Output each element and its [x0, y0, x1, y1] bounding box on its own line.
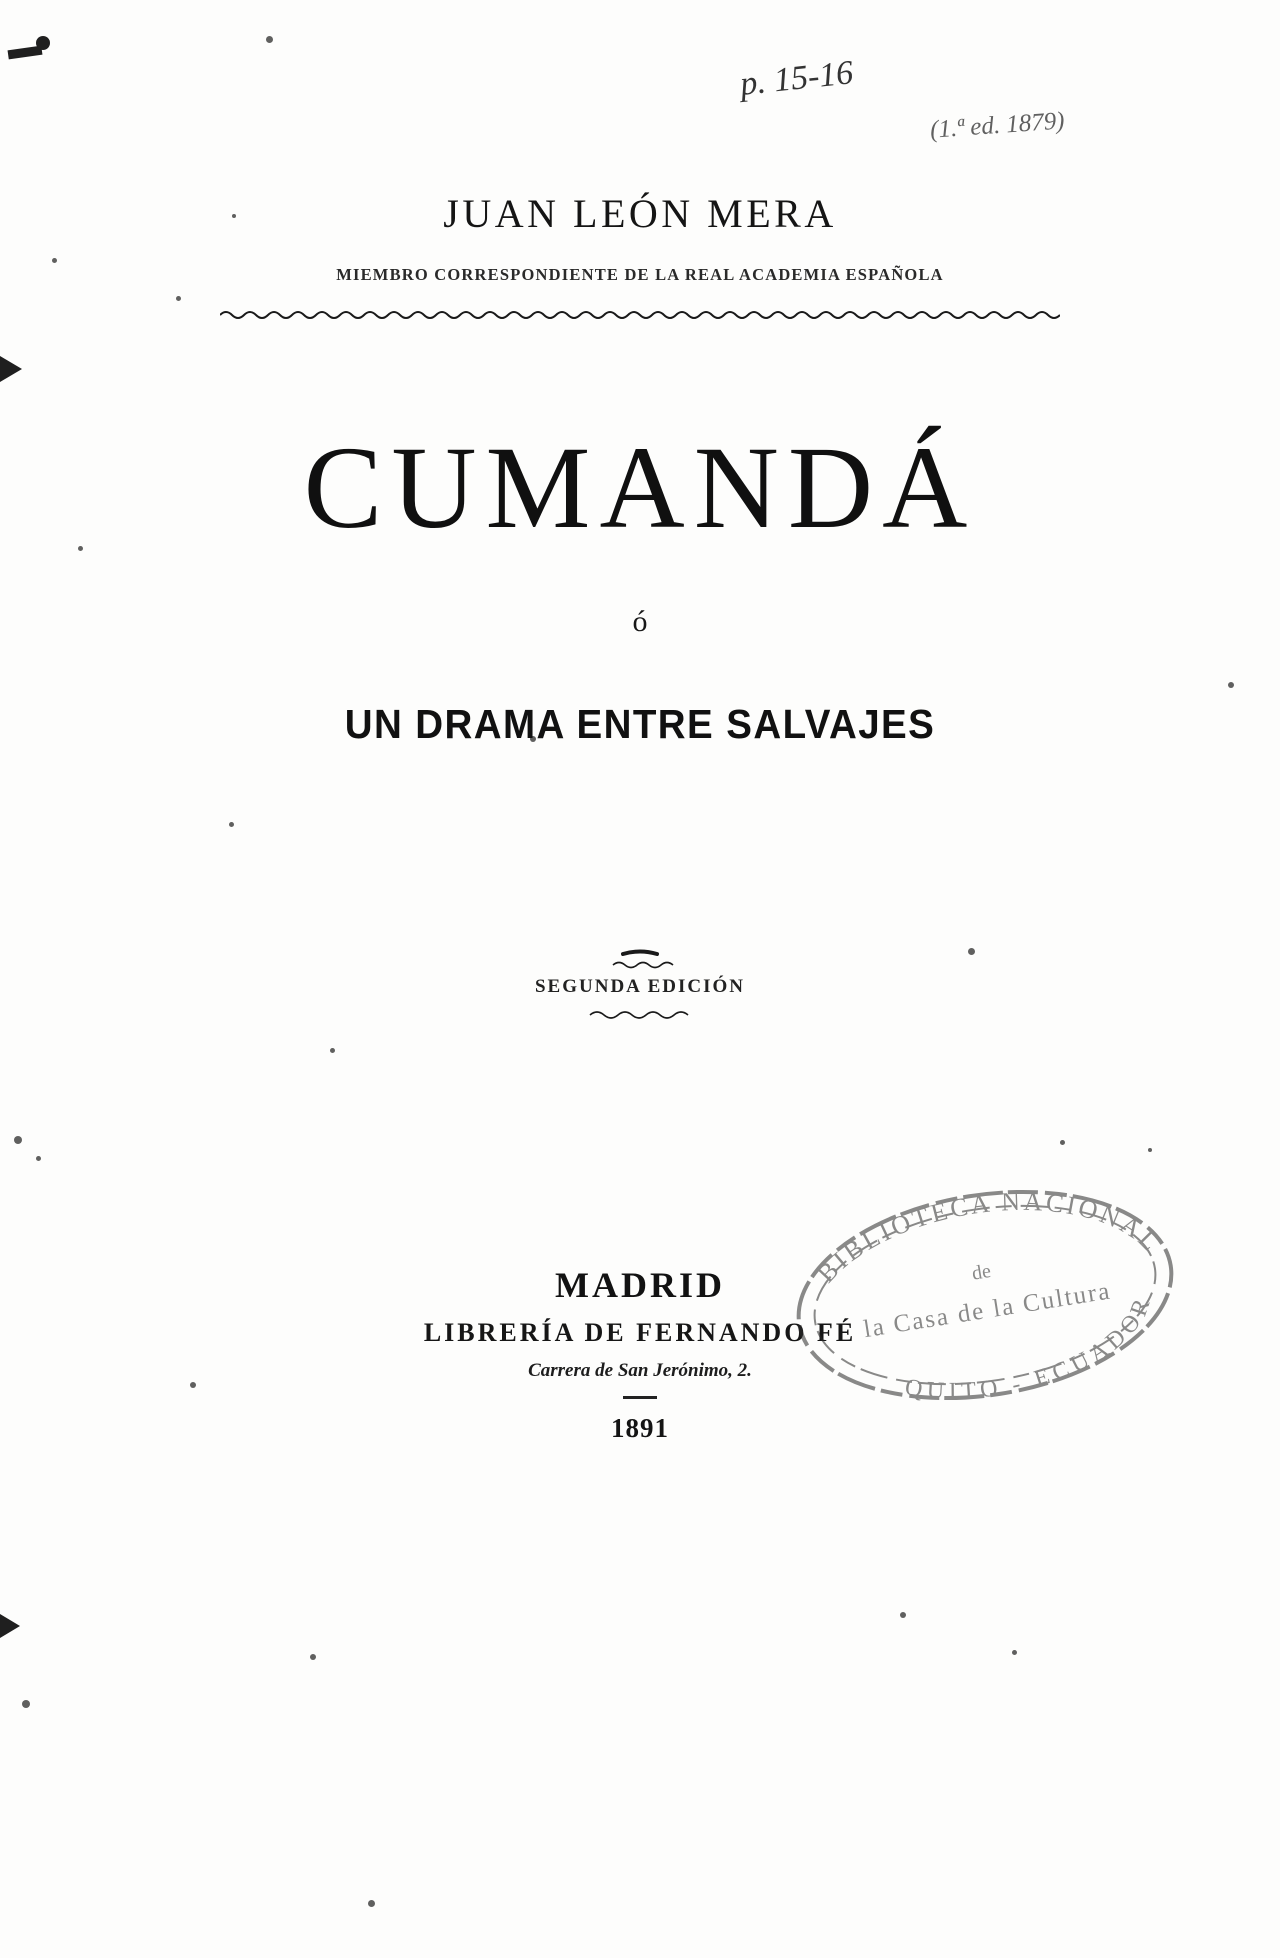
ornament-bottom-icon	[580, 1006, 700, 1024]
svg-text:QUITO - ECUADOR: QUITO - ECUADOR	[903, 1291, 1158, 1405]
imprint-year: 1891	[611, 1413, 669, 1443]
imprint-address: Carrera de San Jerónimo, 2.	[528, 1360, 752, 1381]
author-credential: MIEMBRO CORRESPONDIENTE DE LA REAL ACADEMIA ESPAÑOLA	[336, 265, 944, 284]
svg-text:BIBLIOTECA NACIONAL: BIBLIOTECA NACIONAL	[811, 1186, 1167, 1289]
scan-speck	[1012, 1650, 1017, 1655]
svg-text:de: de	[970, 1259, 993, 1285]
book-title: CUMANDÁ	[303, 422, 977, 553]
scan-speck	[22, 1700, 30, 1708]
imprint-block	[0, 1264, 1280, 1444]
imprint-city: MADRID	[555, 1265, 725, 1305]
edition-block	[0, 948, 1280, 1024]
book-subtitle: UN DRAMA ENTRE SALVAJES	[344, 701, 936, 747]
edition-label: SEGUNDA EDICIÓN	[534, 976, 745, 997]
imprint-divider	[623, 1396, 657, 1399]
scan-edge-mark	[0, 1614, 20, 1638]
scan-speck	[310, 1654, 316, 1660]
svg-text:la Casa de la Cultura: la Casa de la Cultura	[861, 1277, 1114, 1344]
handwritten-annotation-secondary: (1.ª ed. 1879)	[929, 107, 1066, 144]
wavy-divider	[220, 307, 1060, 321]
ornament-top-icon	[605, 948, 675, 970]
scan-speck	[900, 1612, 906, 1618]
handwritten-annotation-primary: p. 15-16	[738, 54, 855, 103]
scan-speck	[368, 1900, 375, 1907]
author-name: JUAN LEÓN MERA	[443, 191, 837, 236]
title-conjunction: ó	[632, 605, 648, 638]
imprint-publisher: LIBRERÍA DE FERNANDO FÉ	[423, 1318, 857, 1347]
